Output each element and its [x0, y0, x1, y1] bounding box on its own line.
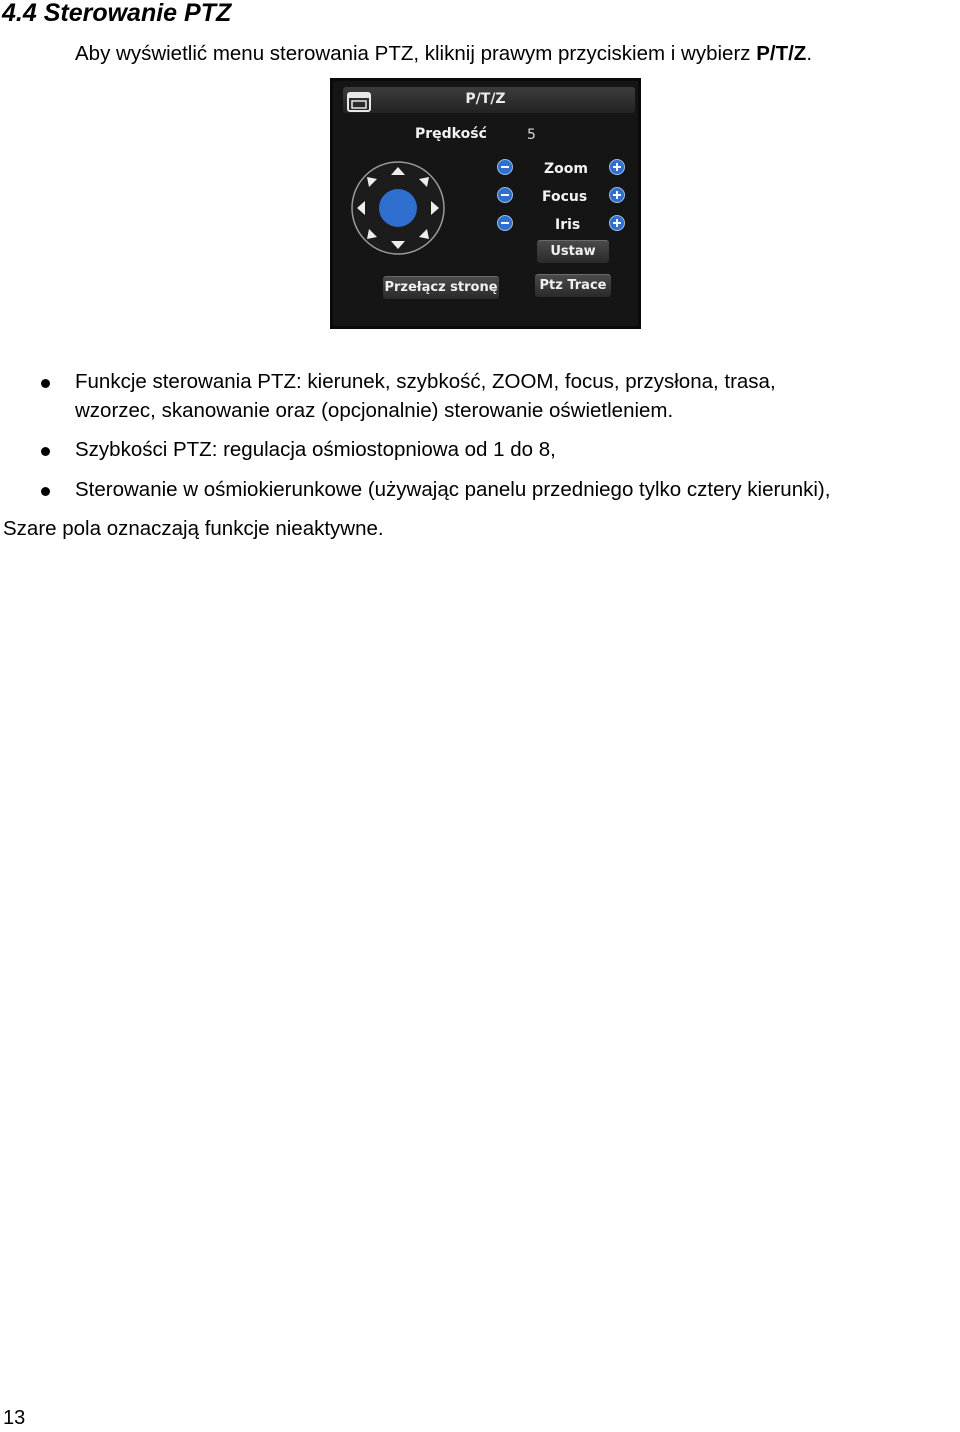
bullet-1-line-2: wzorzec, skanowanie oraz (opcjonalnie) sterowanie oświetleniem.	[75, 399, 674, 422]
set-button[interactable]: Ustaw	[537, 240, 609, 263]
ptz-trace-button[interactable]: Ptz Trace	[535, 274, 611, 297]
switch-page-button[interactable]: Przełącz stronę	[383, 276, 499, 299]
iris-label: Iris	[555, 217, 581, 233]
zoom-label: Zoom	[544, 161, 588, 177]
center-button[interactable]	[379, 189, 417, 227]
bullet-2-line-1: Szybkości PTZ: regulacja ośmiostopniowa od 1 do 8,	[75, 438, 556, 461]
speed-value[interactable]: 5	[527, 127, 536, 143]
note-paragraph: Szare pola oznaczają funkcje nieaktywne.	[3, 517, 384, 540]
page-number: 13	[3, 1407, 26, 1429]
speed-label: Prędkość	[415, 126, 487, 142]
bullet-3-line-1: Sterowanie w ośmiokierunkowe (używając panelu przedniego tylko cztery kierunki),	[75, 478, 831, 501]
focus-label: Focus	[542, 189, 588, 205]
iris-plus-button[interactable]	[609, 215, 625, 231]
focus-plus-button[interactable]	[609, 187, 625, 203]
intro-end: .	[806, 42, 813, 65]
section-heading: 4.4 Sterowanie PTZ	[2, 0, 232, 27]
bullet-1-icon	[41, 379, 50, 388]
intro-bold-ptz: P/T/Z	[756, 42, 807, 65]
intro-paragraph	[75, 40, 812, 68]
zoom-minus-button[interactable]	[497, 159, 513, 175]
focus-minus-button[interactable]	[497, 187, 513, 203]
bullet-3-icon	[41, 487, 50, 496]
ptz-control-panel	[330, 78, 641, 329]
ptz-title: P/T/Z	[465, 91, 506, 107]
direction-pad[interactable]	[349, 159, 447, 257]
zoom-plus-button[interactable]	[609, 159, 625, 175]
intro-text: Aby wyświetlić menu sterowania PTZ, kliknij prawym przyciskiem i wybierz	[75, 42, 757, 65]
bullet-2-icon	[41, 447, 50, 456]
iris-minus-button[interactable]	[497, 215, 513, 231]
bullet-1-line-1: Funkcje sterowania PTZ: kierunek, szybkość, ZOOM, focus, przysłona, trasa,	[75, 370, 776, 393]
